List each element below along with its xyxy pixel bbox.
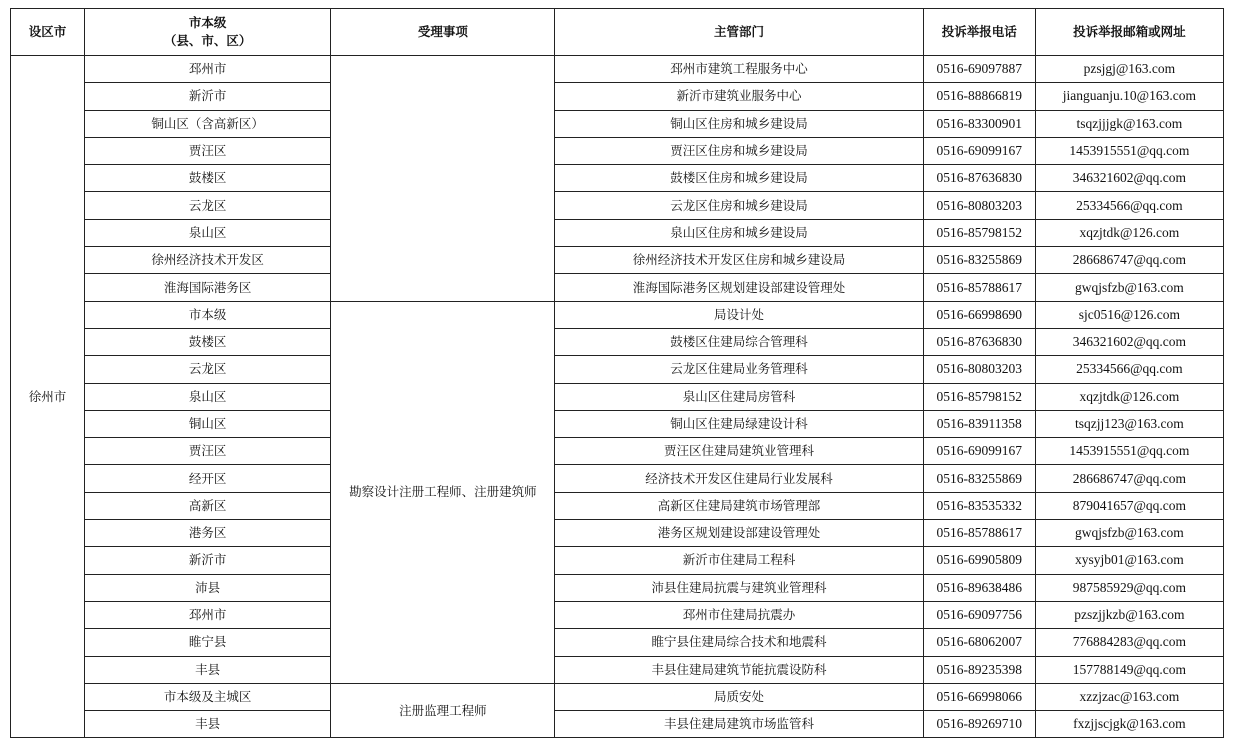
email-cell: gwqjsfzb@163.com (1035, 520, 1223, 547)
table-row (11, 520, 1224, 547)
email-cell: 776884283@qq.com (1035, 629, 1223, 656)
header-dept: 主管部门 (555, 9, 923, 56)
table-row (11, 683, 1224, 710)
item-cell: 勘察设计注册工程师、注册建筑师 (331, 301, 555, 683)
table-row (11, 165, 1224, 192)
table-row (11, 56, 1224, 83)
email-cell: jianguanju.10@163.com (1035, 83, 1223, 110)
dept-cell: 新沂市住建局工程科 (555, 547, 923, 574)
dept-cell: 泉山区住房和城乡建设局 (555, 219, 923, 246)
county-cell: 云龙区 (85, 192, 331, 219)
email-cell: sjc0516@126.com (1035, 301, 1223, 328)
phone-cell: 0516-83300901 (923, 110, 1035, 137)
county-cell: 港务区 (85, 520, 331, 547)
email-cell: gwqjsfzb@163.com (1035, 274, 1223, 301)
dept-cell: 经济技术开发区住建局行业发展科 (555, 465, 923, 492)
table-row (11, 711, 1224, 738)
complaint-contact-table (10, 8, 1224, 738)
header-county (85, 9, 331, 56)
dept-cell: 鼓楼区住建局综合管理科 (555, 328, 923, 355)
dept-cell: 云龙区住房和城乡建设局 (555, 192, 923, 219)
table-row (11, 383, 1224, 410)
email-cell: 1453915551@qq.com (1035, 438, 1223, 465)
table-row (11, 438, 1224, 465)
dept-cell: 沛县住建局抗震与建筑业管理科 (555, 574, 923, 601)
email-cell: 879041657@qq.com (1035, 492, 1223, 519)
dept-cell: 高新区住建局建筑市场管理部 (555, 492, 923, 519)
header-county-line2: （县、市、区） (163, 33, 252, 48)
phone-cell: 0516-85788617 (923, 520, 1035, 547)
phone-cell: 0516-69099167 (923, 137, 1035, 164)
phone-cell: 0516-87636830 (923, 328, 1035, 355)
table-row (11, 247, 1224, 274)
phone-cell: 0516-69097887 (923, 56, 1035, 83)
table-header-row (11, 9, 1224, 56)
email-cell: pzszjjkzb@163.com (1035, 601, 1223, 628)
item-cell (331, 56, 555, 302)
email-cell: 346321602@qq.com (1035, 165, 1223, 192)
phone-cell: 0516-87636830 (923, 165, 1035, 192)
dept-cell: 贾汪区住房和城乡建设局 (555, 137, 923, 164)
county-cell: 淮海国际港务区 (85, 274, 331, 301)
dept-cell: 鼓楼区住房和城乡建设局 (555, 165, 923, 192)
table-row (11, 629, 1224, 656)
table-row (11, 137, 1224, 164)
email-cell: 25334566@qq.com (1035, 356, 1223, 383)
county-cell: 泉山区 (85, 383, 331, 410)
phone-cell: 0516-80803203 (923, 192, 1035, 219)
header-city: 设区市 (11, 9, 85, 56)
county-cell: 丰县 (85, 656, 331, 683)
county-cell: 铜山区 (85, 410, 331, 437)
table-row (11, 656, 1224, 683)
dept-cell: 局质安处 (555, 683, 923, 710)
table-row (11, 219, 1224, 246)
county-cell: 贾汪区 (85, 438, 331, 465)
email-cell: fxzjjscjgk@163.com (1035, 711, 1223, 738)
county-cell: 鼓楼区 (85, 328, 331, 355)
phone-cell: 0516-89638486 (923, 574, 1035, 601)
email-cell: 157788149@qq.com (1035, 656, 1223, 683)
item-cell: 注册监理工程师 (331, 683, 555, 738)
county-cell: 邳州市 (85, 56, 331, 83)
dept-cell: 丰县住建局建筑市场监管科 (555, 711, 923, 738)
dept-cell: 睢宁县住建局综合技术和地震科 (555, 629, 923, 656)
county-cell: 铜山区（含高新区） (85, 110, 331, 137)
table-row (11, 547, 1224, 574)
county-cell: 云龙区 (85, 356, 331, 383)
county-cell: 新沂市 (85, 83, 331, 110)
email-cell: xzzjzac@163.com (1035, 683, 1223, 710)
header-county-line1: 市本级 (188, 15, 227, 30)
dept-cell: 泉山区住建局房管科 (555, 383, 923, 410)
city-cell: 徐州市 (11, 56, 85, 738)
county-cell: 贾汪区 (85, 137, 331, 164)
phone-cell: 0516-69905809 (923, 547, 1035, 574)
phone-cell: 0516-89235398 (923, 656, 1035, 683)
email-cell: tsqzjjjgk@163.com (1035, 110, 1223, 137)
header-item: 受理事项 (331, 9, 555, 56)
dept-cell: 丰县住建局建筑节能抗震设防科 (555, 656, 923, 683)
phone-cell: 0516-69097756 (923, 601, 1035, 628)
table-row (11, 274, 1224, 301)
table-row (11, 110, 1224, 137)
table-row (11, 465, 1224, 492)
table-row (11, 574, 1224, 601)
county-cell: 徐州经济技术开发区 (85, 247, 331, 274)
county-cell: 丰县 (85, 711, 331, 738)
county-cell: 邳州市 (85, 601, 331, 628)
table-row (11, 301, 1224, 328)
table-row (11, 328, 1224, 355)
header-email: 投诉举报邮箱或网址 (1035, 9, 1223, 56)
email-cell: pzsjgj@163.com (1035, 56, 1223, 83)
header-phone: 投诉举报电话 (923, 9, 1035, 56)
dept-cell: 贾汪区住建局建筑业管理科 (555, 438, 923, 465)
dept-cell: 局设计处 (555, 301, 923, 328)
dept-cell: 云龙区住建局业务管理科 (555, 356, 923, 383)
county-cell: 睢宁县 (85, 629, 331, 656)
email-cell: 286686747@qq.com (1035, 465, 1223, 492)
county-cell: 市本级 (85, 301, 331, 328)
email-cell: 286686747@qq.com (1035, 247, 1223, 274)
county-cell: 新沂市 (85, 547, 331, 574)
dept-cell: 徐州经济技术开发区住房和城乡建设局 (555, 247, 923, 274)
table-body (11, 56, 1224, 738)
phone-cell: 0516-66998690 (923, 301, 1035, 328)
phone-cell: 0516-89269710 (923, 711, 1035, 738)
phone-cell: 0516-88866819 (923, 83, 1035, 110)
dept-cell: 淮海国际港务区规划建设部建设管理处 (555, 274, 923, 301)
county-cell: 沛县 (85, 574, 331, 601)
phone-cell: 0516-83255869 (923, 247, 1035, 274)
email-cell: xysyjb01@163.com (1035, 547, 1223, 574)
county-cell: 市本级及主城区 (85, 683, 331, 710)
phone-cell: 0516-85798152 (923, 383, 1035, 410)
county-cell: 高新区 (85, 492, 331, 519)
dept-cell: 邳州市住建局抗震办 (555, 601, 923, 628)
table-row (11, 83, 1224, 110)
email-cell: 25334566@qq.com (1035, 192, 1223, 219)
email-cell: tsqzjj123@163.com (1035, 410, 1223, 437)
email-cell: xqzjtdk@126.com (1035, 383, 1223, 410)
phone-cell: 0516-85788617 (923, 274, 1035, 301)
phone-cell: 0516-83535332 (923, 492, 1035, 519)
phone-cell: 0516-66998066 (923, 683, 1035, 710)
dept-cell: 铜山区住房和城乡建设局 (555, 110, 923, 137)
county-cell: 鼓楼区 (85, 165, 331, 192)
table-row (11, 410, 1224, 437)
phone-cell: 0516-85798152 (923, 219, 1035, 246)
table-row (11, 356, 1224, 383)
table-row (11, 492, 1224, 519)
email-cell: 987585929@qq.com (1035, 574, 1223, 601)
dept-cell: 新沂市建筑业服务中心 (555, 83, 923, 110)
phone-cell: 0516-69099167 (923, 438, 1035, 465)
county-cell: 经开区 (85, 465, 331, 492)
dept-cell: 邳州市建筑工程服务中心 (555, 56, 923, 83)
table-row (11, 601, 1224, 628)
table-row (11, 192, 1224, 219)
phone-cell: 0516-68062007 (923, 629, 1035, 656)
dept-cell: 港务区规划建设部建设管理处 (555, 520, 923, 547)
email-cell: xqzjtdk@126.com (1035, 219, 1223, 246)
phone-cell: 0516-80803203 (923, 356, 1035, 383)
dept-cell: 铜山区住建局绿建设计科 (555, 410, 923, 437)
email-cell: 346321602@qq.com (1035, 328, 1223, 355)
phone-cell: 0516-83911358 (923, 410, 1035, 437)
phone-cell: 0516-83255869 (923, 465, 1035, 492)
county-cell: 泉山区 (85, 219, 331, 246)
email-cell: 1453915551@qq.com (1035, 137, 1223, 164)
